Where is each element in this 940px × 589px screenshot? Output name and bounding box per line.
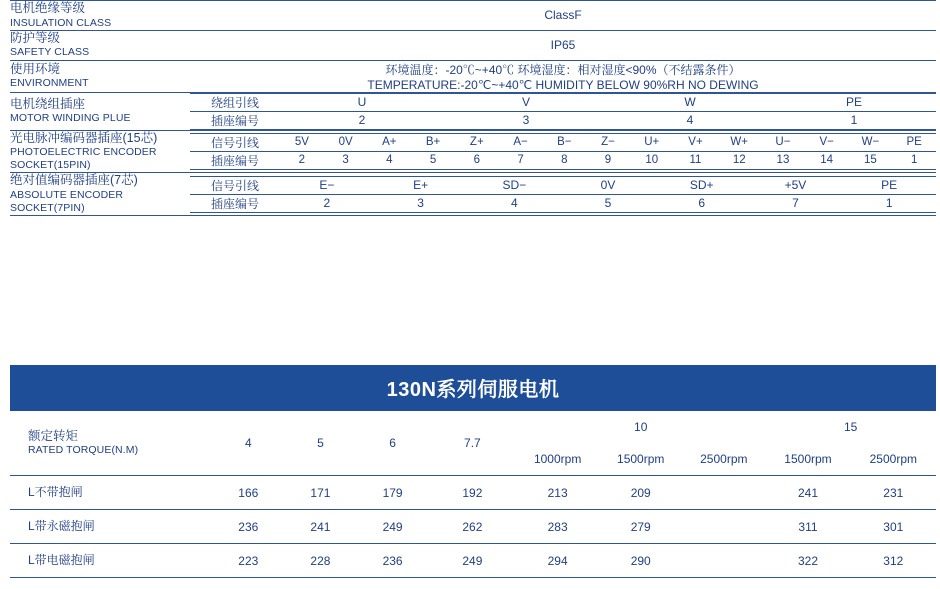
row-label-insulation xyxy=(10,1,190,31)
label-cn: 电机绕组插座 xyxy=(10,96,86,111)
header-torque-5: 5 xyxy=(284,411,356,476)
header-torque-6: 6 xyxy=(357,411,429,476)
cell: 192 xyxy=(429,476,516,510)
cell: 236 xyxy=(212,510,284,544)
cell: 0V xyxy=(600,178,616,193)
cell: 12 xyxy=(732,154,746,167)
cell: 14 xyxy=(820,154,834,167)
header-speed-15-1500: 1500rpm xyxy=(765,443,850,476)
cell: 294 xyxy=(516,544,599,578)
cell: 4 xyxy=(510,196,518,211)
label-cn: 防护等级 xyxy=(10,30,61,45)
winding-row1-values xyxy=(280,95,936,109)
cell: W− xyxy=(861,136,880,149)
cell: W xyxy=(684,95,696,109)
header-torque-4: 4 xyxy=(212,411,284,476)
row-label-permanent-magnet-brake: L带永磁抱闸 xyxy=(10,510,212,544)
cell: 11 xyxy=(689,154,702,167)
label-en: INSULATION CLASS xyxy=(10,16,112,29)
cell: A− xyxy=(513,136,528,149)
environment-cn: 环境温度：-20℃~+40℃ 环境湿度：相对湿度<90%（不结露条件） xyxy=(385,62,741,77)
header-torque-10: 10 xyxy=(634,420,648,434)
series-section xyxy=(10,365,936,578)
cell: 0V xyxy=(338,136,353,149)
encoder7-row1-values xyxy=(280,178,936,192)
cell: 179 xyxy=(357,476,429,510)
cell: 231 xyxy=(851,476,936,510)
header-speed-10-1500: 1500rpm xyxy=(599,443,682,476)
cell: 5V xyxy=(294,136,309,149)
cell: 1 xyxy=(885,196,893,211)
cell: 3 xyxy=(342,154,349,167)
cell: 249 xyxy=(357,510,429,544)
header-speed-15-2500: 2500rpm xyxy=(851,443,936,476)
cell: 13 xyxy=(776,154,790,167)
cell: 10 xyxy=(645,154,659,167)
cell: E+ xyxy=(413,178,429,193)
cell: 301 xyxy=(851,510,936,544)
cell: PE xyxy=(906,136,922,149)
encoder15-row2-label: 插座编号 xyxy=(190,151,280,169)
cell: Z+ xyxy=(469,136,484,149)
cell: 2 xyxy=(358,113,366,127)
cell: V xyxy=(521,95,530,109)
label-en: SAFETY CLASS xyxy=(10,46,90,59)
cell: A+ xyxy=(382,136,397,149)
winding-row1-label: 绕组引线 xyxy=(190,93,280,111)
cell: 9 xyxy=(604,154,612,167)
cell: 236 xyxy=(357,544,429,578)
label-cn: 使用环境 xyxy=(10,61,61,76)
table-header-row xyxy=(10,411,936,443)
row-label-safety xyxy=(10,30,190,60)
header-torque-7.7: 7.7 xyxy=(429,411,516,476)
label-cn: 绝对值编码器插座(7芯) xyxy=(10,173,138,188)
cell: 7 xyxy=(517,154,524,167)
winding-row2-label: 插座编号 xyxy=(190,111,280,129)
section-title: 130N系列伺服电机 xyxy=(10,365,936,411)
row-value-safety: IP65 xyxy=(190,30,936,60)
encoder7-row2-values xyxy=(280,196,936,210)
row-label-encoder7 xyxy=(10,173,190,216)
cell: B+ xyxy=(425,136,441,149)
cell: SD− xyxy=(502,178,527,193)
header-label-rated-torque xyxy=(10,411,212,476)
table-row xyxy=(10,1,936,31)
encoder15-matrix xyxy=(190,130,936,173)
label-en: PHOTOELECTRIC ENCODER SOCKET(15PIN) xyxy=(10,146,157,172)
table-row xyxy=(10,476,936,510)
cell xyxy=(682,476,765,510)
row-label-no-brake: L不带抱闸 xyxy=(10,476,212,510)
label-cn: 额定转矩 xyxy=(28,428,79,443)
cell: 279 xyxy=(599,510,682,544)
row-label-electromagnetic-brake: L带电磁抱闸 xyxy=(10,544,212,578)
encoder7-matrix xyxy=(190,173,936,216)
label-cn: 光电脉冲编码器插座(15芯) xyxy=(10,130,158,145)
cell: 283 xyxy=(516,510,599,544)
cell: 1 xyxy=(910,154,918,167)
cell: 241 xyxy=(284,510,356,544)
row-label-encoder15 xyxy=(10,130,190,173)
cell: 15 xyxy=(864,154,877,167)
encoder15-row1-values xyxy=(280,136,936,148)
cell: B− xyxy=(557,136,572,149)
cell: 290 xyxy=(599,544,682,578)
cell: V+ xyxy=(688,136,703,149)
specification-table xyxy=(10,0,936,216)
cell: 5 xyxy=(429,154,437,167)
encoder7-row1-label: 信号引线 xyxy=(190,176,280,194)
cell: 5 xyxy=(604,196,612,211)
cell xyxy=(682,510,765,544)
cell: 166 xyxy=(212,476,284,510)
label-cn: 电机绝缘等级 xyxy=(10,1,86,15)
table-row xyxy=(10,130,936,173)
label-en: ENVIRONMENT xyxy=(10,77,89,90)
cell: 6 xyxy=(473,154,480,167)
winding-row2-values xyxy=(280,113,936,127)
cell: U xyxy=(357,95,367,109)
cell: U− xyxy=(775,136,791,149)
cell: 1 xyxy=(850,113,858,127)
table-row xyxy=(10,60,936,92)
cell: 311 xyxy=(765,510,850,544)
cell: +5V xyxy=(784,178,807,193)
cell: 4 xyxy=(686,113,694,127)
label-en: ABSOLUTE ENCODER SOCKET(7PIN) xyxy=(10,189,124,215)
row-value-insulation: ClassF xyxy=(190,1,936,31)
cell: 2 xyxy=(323,196,331,211)
row-value-environment xyxy=(190,60,936,92)
cell: 8 xyxy=(561,154,568,167)
encoder7-row2-label: 插座编号 xyxy=(190,194,280,212)
cell: 4 xyxy=(386,154,393,167)
table-row xyxy=(10,92,936,130)
cell: 213 xyxy=(516,476,599,510)
winding-matrix xyxy=(190,92,936,130)
label-en: MOTOR WINDING PLUE xyxy=(10,112,131,125)
cell xyxy=(682,544,765,578)
cell: 241 xyxy=(765,476,850,510)
cell: 223 xyxy=(212,544,284,578)
table-row xyxy=(10,30,936,60)
cell: U+ xyxy=(644,136,660,149)
cell: 2 xyxy=(298,154,306,167)
row-label-winding xyxy=(10,92,190,130)
table-row xyxy=(10,510,936,544)
table-row xyxy=(10,173,936,216)
header-speed-10-2500: 2500rpm xyxy=(682,443,765,476)
encoder15-row2-values xyxy=(280,154,936,166)
encoder15-row1-label: 信号引线 xyxy=(190,133,280,151)
cell: 6 xyxy=(698,196,706,211)
cell: 3 xyxy=(522,113,530,127)
cell: 209 xyxy=(599,476,682,510)
cell: W+ xyxy=(730,136,748,149)
cell: PE xyxy=(881,178,898,193)
environment-en: TEMPERATURE:-20℃~+40℃ HUMIDITY BELOW 90%RH NO DEWING xyxy=(367,77,759,92)
cell: E− xyxy=(319,178,335,193)
label-en: RATED TORQUE(N.M) xyxy=(28,444,139,457)
rated-torque-table xyxy=(10,411,936,578)
cell: V− xyxy=(819,136,834,149)
cell: 3 xyxy=(417,196,424,211)
cell: 7 xyxy=(792,196,799,211)
cell: PE xyxy=(845,95,862,109)
cell: SD+ xyxy=(689,178,714,193)
header-speed-10-1000: 1000rpm xyxy=(516,443,599,476)
header-torque-15: 15 xyxy=(844,420,858,434)
cell: 171 xyxy=(284,476,356,510)
table-row xyxy=(10,544,936,578)
cell: 312 xyxy=(851,544,936,578)
cell: 249 xyxy=(429,544,516,578)
cell: Z− xyxy=(601,136,615,149)
cell: 228 xyxy=(284,544,356,578)
cell: 322 xyxy=(765,544,850,578)
row-label-environment xyxy=(10,60,190,92)
cell: 262 xyxy=(429,510,516,544)
